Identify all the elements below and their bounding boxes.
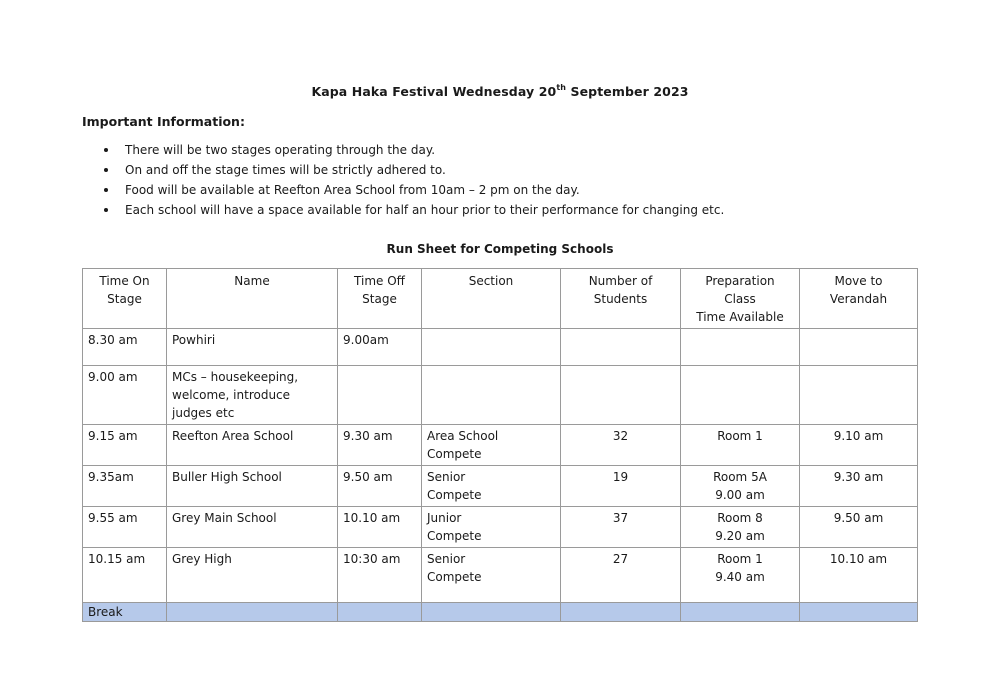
cell-preparation: Room 8 9.20 am (681, 507, 800, 548)
cell-verandah (800, 329, 918, 366)
table-row (83, 329, 918, 366)
table-header-row (83, 269, 918, 329)
cell-time-off: 10.10 am (338, 507, 422, 548)
info-bullet: Each school will have a space available for half an hour prior to their performance for changing etc. (102, 202, 724, 222)
info-heading: Important Information: (82, 114, 245, 129)
info-bullet-list (102, 142, 724, 222)
cell-verandah (800, 366, 918, 425)
cell-section: Area School Compete (422, 425, 561, 466)
header-name: Name (167, 269, 338, 329)
cell-time-off: 9.50 am (338, 466, 422, 507)
info-bullet: There will be two stages operating through the day. (102, 142, 724, 162)
header-section: Section (422, 269, 561, 329)
header-number-of-students: Number of Students (561, 269, 681, 329)
cell-time-off: 9.30 am (338, 425, 422, 466)
cell-students: 19 (561, 466, 681, 507)
cell-name: Powhiri (167, 329, 338, 366)
header-move-to-verandah: Move to Verandah (800, 269, 918, 329)
header-preparation: Preparation Class Time Available (681, 269, 800, 329)
info-bullet: On and off the stage times will be strictly adhered to. (102, 162, 724, 182)
cell-name: Reefton Area School (167, 425, 338, 466)
table-row (83, 466, 918, 507)
cell-verandah: 10.10 am (800, 548, 918, 603)
table-row (83, 548, 918, 603)
cell-time-on: 10.15 am (83, 548, 167, 603)
cell-section: Senior Compete (422, 466, 561, 507)
break-cell (800, 603, 918, 622)
cell-time-on: 8.30 am (83, 329, 167, 366)
cell-time-off (338, 366, 422, 425)
table-row (83, 366, 918, 425)
cell-name: Grey Main School (167, 507, 338, 548)
header-time-off-stage: Time Off Stage (338, 269, 422, 329)
break-label: Break (83, 603, 167, 622)
cell-preparation: Room 1 9.40 am (681, 548, 800, 603)
cell-name: Buller High School (167, 466, 338, 507)
table-row (83, 507, 918, 548)
info-bullet: Food will be available at Reefton Area School from 10am – 2 pm on the day. (102, 182, 724, 202)
cell-section: Junior Compete (422, 507, 561, 548)
cell-verandah: 9.10 am (800, 425, 918, 466)
cell-time-on: 9.15 am (83, 425, 167, 466)
run-sheet-table (82, 268, 918, 622)
cell-preparation: Room 1 (681, 425, 800, 466)
break-row (83, 603, 918, 622)
break-cell (681, 603, 800, 622)
header-time-on-stage: Time On Stage (83, 269, 167, 329)
cell-students: 32 (561, 425, 681, 466)
cell-time-on: 9.35am (83, 466, 167, 507)
cell-students (561, 329, 681, 366)
page-title: Kapa Haka Festival Wednesday 20th September 2023 (311, 83, 689, 99)
cell-time-on: 9.55 am (83, 507, 167, 548)
cell-section: Senior Compete (422, 548, 561, 603)
cell-verandah: 9.50 am (800, 507, 918, 548)
cell-preparation: Room 5A 9.00 am (681, 466, 800, 507)
cell-preparation (681, 329, 800, 366)
cell-students (561, 366, 681, 425)
table-row (83, 425, 918, 466)
cell-preparation (681, 366, 800, 425)
cell-verandah: 9.30 am (800, 466, 918, 507)
table-title: Run Sheet for Competing Schools (386, 242, 614, 256)
break-cell (422, 603, 561, 622)
cell-time-on: 9.00 am (83, 366, 167, 425)
cell-students: 27 (561, 548, 681, 603)
break-cell (561, 603, 681, 622)
break-cell (167, 603, 338, 622)
break-cell (338, 603, 422, 622)
cell-time-off: 10:30 am (338, 548, 422, 603)
cell-section (422, 366, 561, 425)
cell-time-off: 9.00am (338, 329, 422, 366)
cell-section (422, 329, 561, 366)
cell-name: Grey High (167, 548, 338, 603)
cell-students: 37 (561, 507, 681, 548)
cell-name: MCs – housekeeping, welcome, introduce judges etc (167, 366, 338, 425)
